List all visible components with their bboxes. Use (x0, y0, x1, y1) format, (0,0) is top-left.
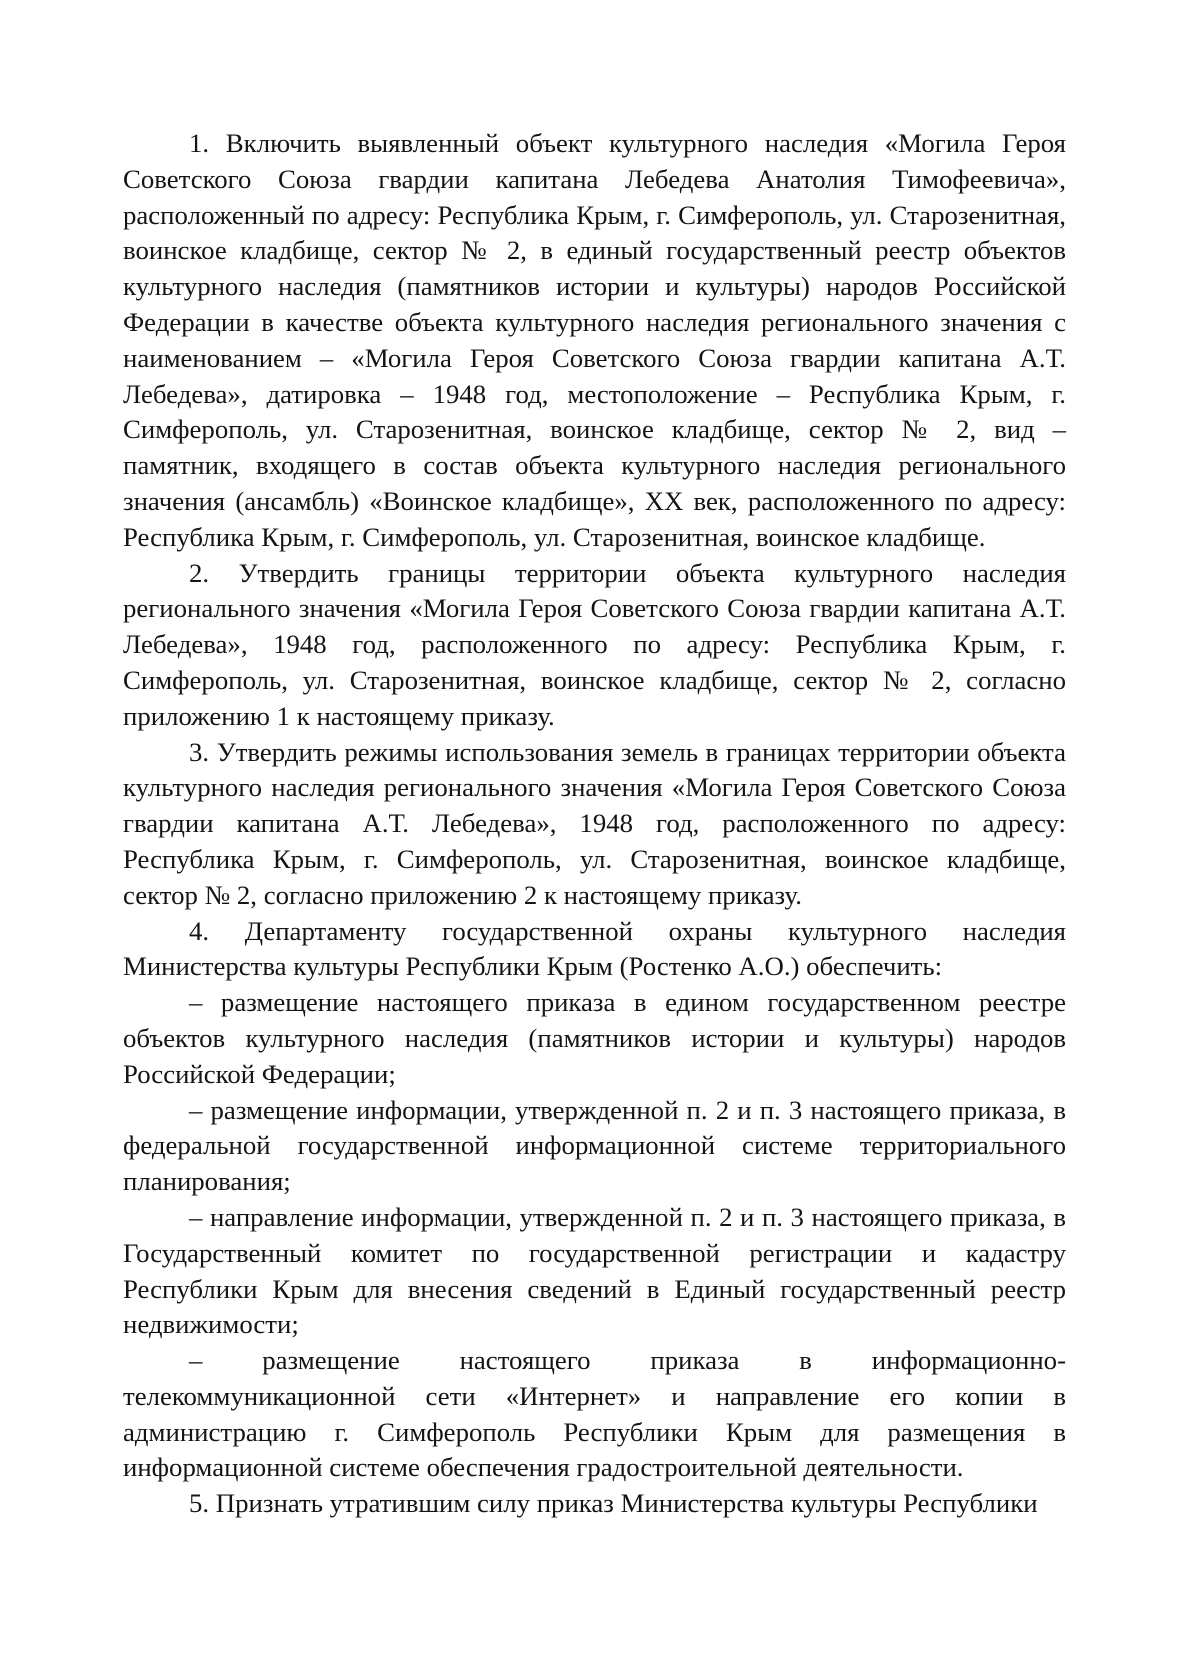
bullet-internet-publication: – размещение настоящего приказа в информационно-телекоммуникационной сети «Интернет» и направление его копии в администрацию г. Симферополь Республики Крым для размещения в информационной системе обеспечения градостроительной деятельности. (123, 1345, 1066, 1483)
paragraph-item-4: 4. Департаменту государственной охраны культурного наследия Министерства культуры Республики Крым (Ростенко А.О.) обеспечить: (123, 915, 1066, 982)
bullet-fgis-tp-publication: – размещение информации, утвержденной п. 2 и п. 3 настоящего приказа, в федеральной государственной информационной системе территориального планирования; (123, 1094, 1066, 1197)
bullet-cadastre-submission: – направление информации, утвержденной п. 2 и п. 3 настоящего приказа, в Государственный комитет по государственной регистрации и кадастру Республики Крым для внесения сведений в Единый государственный реестр недвижимости; (123, 1201, 1066, 1340)
document-body (123, 126, 1066, 1522)
bullet-registry-publication: – размещение настоящего приказа в едином государственном реестре объектов культурного наследия (памятников истории и культуры) народов Российской Федерации; (123, 987, 1066, 1089)
paragraph-item-3: 3. Утвердить режимы использования земель в границах территории объекта культурного наследия регионального значения «Могила Героя Советского Союза гвардии капитана А.Т. Лебедева», 1948 год, расположенного по адресу: Республика Крым, г. Симферополь, ул. Старозенитная, воинское кладбище, сектор № 2, согласно приложению 2 к настоящему приказу. (123, 736, 1066, 910)
paragraph-item-1: 1. Включить выявленный объект культурного наследия «Могила Героя Советского Союза гвардии капитана Лебедева Анатолия Тимофеевича», расположенный по адресу: Республика Крым, г. Симферополь, ул. Старозенитная, воинское кладбище, сектор № 2, в единый государственный реестр объектов культурного наследия (памятников истории и культуры) народов Российской Федерации в качестве объекта культурного наследия регионального значения с наименованием – «Могила Героя Советского Союза гвардии капитана А.Т. Лебедева», датировка – 1948 год, местоположение – Республика Крым, г. Симферополь, ул. Старозенитная, воинское кладбище, сектор № 2, вид – памятник, входящего в состав объекта культурного наследия регионального значения (ансамбль) «Воинское кладбище», XX век, расположенного по адресу: Республика Крым, г. Симферополь, ул. Старозенитная, воинское кладбище. (123, 128, 1066, 552)
paragraph-item-5: 5. Признать утратившим силу приказ Министерства культуры Республики (189, 1488, 1038, 1519)
paragraph-item-2: 2. Утвердить границы территории объекта культурного наследия регионального значения «Могила Героя Советского Союза гвардии капитана А.Т. Лебедева», 1948 год, расположенного по адресу: Республика Крым, г. Симферополь, ул. Старозенитная, воинское кладбище, сектор № 2, согласно приложению 1 к настоящему приказу. (123, 557, 1066, 731)
